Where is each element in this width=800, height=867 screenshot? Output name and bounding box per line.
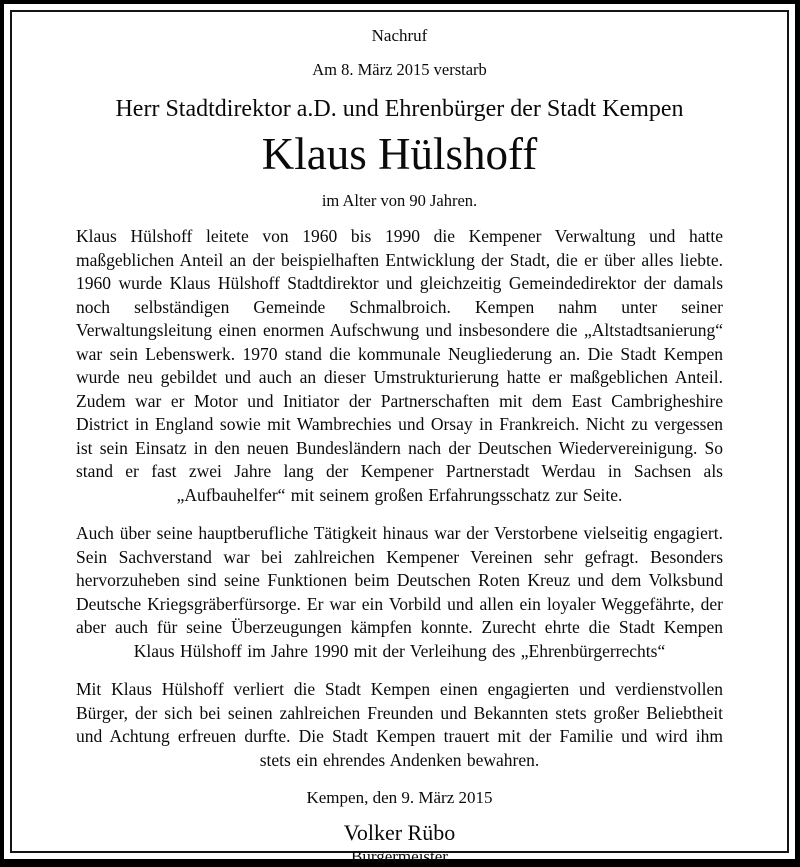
- age-line: im Alter von 90 Jahren.: [321, 191, 478, 210]
- obituary-paragraph-2: Auch über seine hauptberufliche Tätigkeit hinaus war der Verstorbene vielseitig engagiert. Sein Sachverstand war bei zahlreichen Kempener Vereinen sehr gefragt. Besonders hervorzuheben sind seine Funktionen beim Deutschen Roten Kreuz und dem Volksbund Deutsche Kriegsgräberfürsorge. Er war ein Vorbild und allen ein loyaler Weggefährte, der aber auch für seine Überzeugungen kämpfen konnte. Zurecht ehrte die Stadt Kempen Klaus Hülshoff im Jahre 1990 mit der Verleihung des „Ehrenbürgerrechts“: [76, 523, 723, 661]
- signature-name: Volker Rübo: [343, 820, 456, 845]
- death-date-line: Am 8. März 2015 verstarb: [312, 60, 487, 79]
- obituary-paragraph-3: Mit Klaus Hülshoff verliert die Stadt Kempen einen engagierten und verdienstvollen Bürger, der sich bei seinen zahlreichen Freunden und Bekannten stets großer Beliebtheit und Achtung erfreuen durfte. Die Stadt Kempen trauert mit der Familie und wird ihm stets ein ehrendes Andenken bewahren.: [76, 679, 723, 770]
- obituary-paragraph-1: Klaus Hülshoff leitete von 1960 bis 1990 die Kempener Verwaltung und hatte maßgeblichen Anteil an der beispielhaften Entwicklung der Stadt, die er über alles liebte. 1960 wurde Klaus Hülshoff Stadtdirektor und gleichzeitig Gemeindedirektor der damals noch selbständigen Gemeinde Schmalbroich. Kempen nahm unter seiner Verwaltungsleitung einen enormen Aufschwung und insbesondere die „Altstadtsanierung“ war sein Lebenswerk. 1970 stand die kommunale Neugliederung an. Die Stadt Kempen wurde neu gebildet und auch an dieser Umstrukturierung hatte er maßgeblichen Anteil. Zudem war er Motor und Initiator der Partnerschaften mit dem East Cambrigheshire District in England sowie mit Wambrechies und Orsay in Frankreich. Nicht zu vergessen ist sein Einsatz in den neuen Bundesländern nach der Deutschen Wiedervereinigung. So stand er fast zwei Jahre lang der Kempener Partnerstadt Werdau in Sachsen als „Aufbauhelfer“ mit seinem großen Erfahrungsschatz zur Seite.: [76, 226, 723, 505]
- obituary-inner-frame: [10, 10, 789, 866]
- deceased-name: Klaus Hülshoff: [261, 129, 538, 179]
- signature-title: Bürgermeister: [351, 847, 448, 866]
- honorific-line: Herr Stadtdirektor a.D. und Ehrenbürger der Stadt Kempen: [115, 96, 684, 122]
- obituary-kicker: Nachruf: [371, 26, 428, 45]
- dateline: Kempen, den 9. März 2015: [306, 788, 493, 807]
